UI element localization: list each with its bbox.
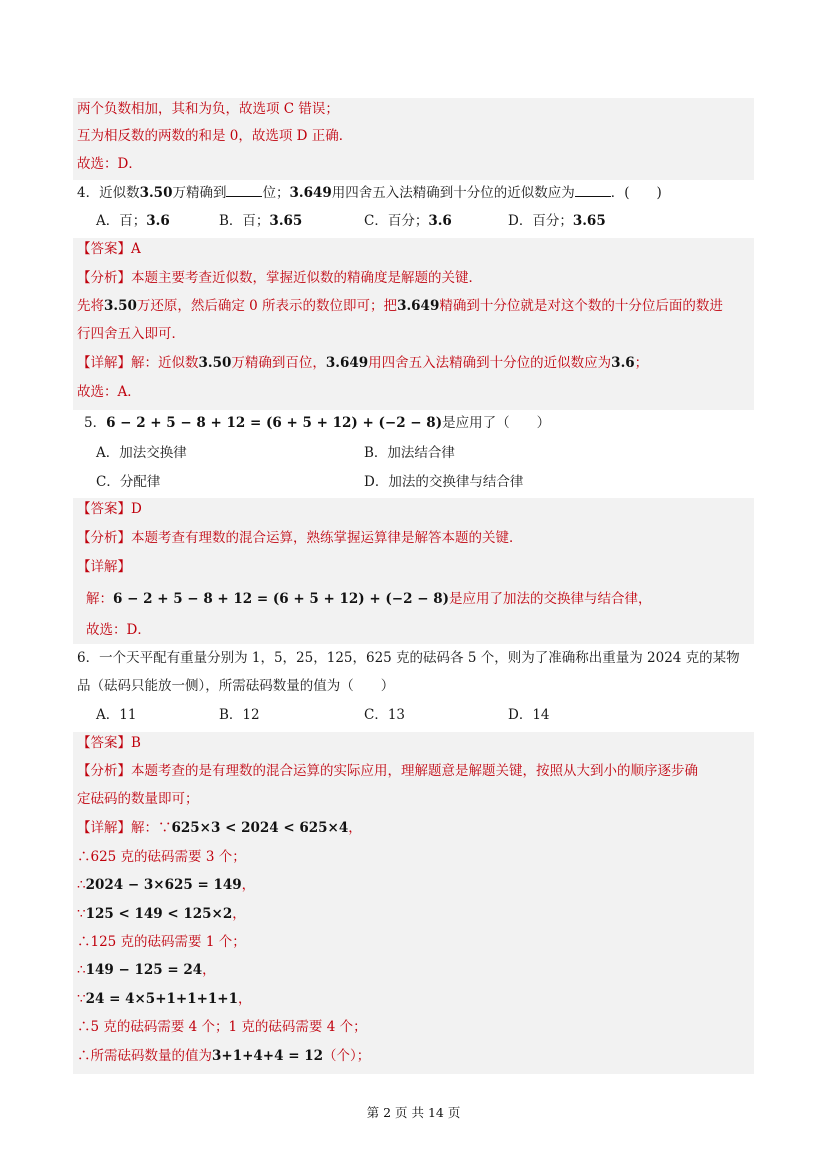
q4-option-c: C．百分；3.6 — [364, 213, 452, 229]
q4-text-3: 位； — [262, 185, 290, 201]
q6-detail-5: ∴125 克的砝码需要 1 个； — [77, 934, 246, 950]
q5-choose: 故选：D． — [86, 622, 151, 638]
q6-detail-8: ∴5 克的砝码需要 4 个；1 克的砝码需要 4 个； — [77, 1019, 367, 1035]
q6-detail-6: ∴149 − 125 = 24， — [77, 962, 216, 978]
q6-detail-9: ∴所需砝码数量的值为3+1+4+4 = 12（个）； — [77, 1048, 371, 1064]
q6-detail-1: 【详解】解：∵625×3 < 2024 < 625×4， — [77, 820, 362, 836]
q3-line-2: 互为相反数的两数的和是 0，故选项 D 正确． — [77, 128, 353, 144]
q4-text-2: 万精确到 — [172, 185, 227, 201]
q6-option-a: A．11 — [96, 707, 137, 723]
q6-detail-4: ∵125 < 149 < 125×2， — [77, 906, 246, 922]
q6-option-d: D．14 — [508, 707, 550, 723]
q4-option-a: A．百；3.6 — [96, 213, 170, 229]
q4-value-1: 3.50 — [139, 185, 173, 201]
q4-number: 4． — [77, 185, 100, 201]
q6-analysis-1: 【分析】本题考查的是有理数的混合运算的实际应用，理解题意是解题关键，按照从大到小的顺序逐步确 — [77, 763, 698, 779]
q6-analysis-2: 定砝码的数量即可； — [77, 791, 199, 807]
q4-analysis: 【分析】本题主要考查近似数，掌握近似数的精确度是解题的关键． — [77, 270, 482, 286]
q4-choose: 故选：A． — [77, 384, 141, 400]
q5-answer: 【答案】D — [77, 501, 142, 517]
q6-detail-3: ∴2024 − 3×625 = 149， — [77, 877, 256, 893]
q4-option-d: D．百分；3.65 — [508, 213, 606, 229]
q4-stem — [77, 182, 827, 204]
q4-text-5: ．( ) — [610, 185, 662, 201]
q5-number: 5． — [84, 415, 107, 431]
q6-option-b: B．12 — [219, 707, 260, 723]
q6-detail-2: ∴625 克的砝码需要 3 个； — [77, 849, 246, 865]
q5-option-a: A．加法交换律 — [96, 445, 187, 461]
q4-option-b: B．百；3.65 — [219, 213, 303, 229]
q5-stem — [84, 412, 827, 434]
q5-analysis: 【分析】本题考查有理数的混合运算，熟练掌握运算律是解答本题的关键． — [77, 530, 523, 546]
q6-stem-1: 6．一个天平配有重量分别为 1，5，25，125，625 克的砝码各 5 个，则为了准确称出重量为 2024 克的某物 — [77, 650, 740, 666]
q4-analysis-2: 先将3.50万还原，然后确定 0 所表示的数位即可；把3.649精确到十分位就是对这个数的十分位后面的数进 — [77, 298, 723, 314]
q5-expression: 6 − 2 + 5 − 8 + 12 = (6 + 5 + 12) + (−2 − 8) — [106, 415, 443, 431]
q3-line-3: 故选：D． — [77, 156, 142, 172]
q4-text-1: 近似数 — [99, 185, 140, 201]
q4-analysis-3: 行四舍五入即可． — [77, 326, 185, 342]
q4-blank-1 — [226, 182, 262, 197]
q6-detail-7: ∵24 = 4×5+1+1+1+1， — [77, 991, 252, 1007]
q5-tail: 是应用了（ ） — [442, 415, 551, 431]
q3-line-1: 两个负数相加，其和为负，故选项 C 错误； — [77, 101, 339, 117]
q4-answer: 【答案】A — [77, 241, 141, 257]
q4-value-2: 3.649 — [289, 185, 332, 201]
q5-option-b: B．加法结合律 — [364, 445, 455, 461]
q5-option-d: D．加法的交换律与结合律 — [364, 474, 524, 490]
q6-answer: 【答案】B — [77, 735, 141, 751]
page-footer: 第 2 页 共 14 页 — [366, 1105, 461, 1120]
q6-option-c: C．13 — [364, 707, 406, 723]
q6-stem-2: 品（砝码只能放一侧），所需砝码数量的值为（ ） — [77, 678, 395, 694]
q4-text-4: 用四舍五入法精确到十分位的近似数应为 — [331, 185, 575, 201]
q5-detail: 解：6 − 2 + 5 − 8 + 12 = (6 + 5 + 12) + (−2 − 8)是应用了加法的交换律与结合律， — [86, 591, 652, 607]
q5-option-c: C．分配律 — [96, 474, 161, 490]
q5-detail-label: 【详解】 — [77, 559, 131, 575]
q4-blank-2 — [575, 182, 611, 197]
q4-detail: 【详解】解：近似数3.50万精确到百位，3.649用四舍五入法精确到十分位的近似数应为3.6； — [77, 355, 649, 371]
